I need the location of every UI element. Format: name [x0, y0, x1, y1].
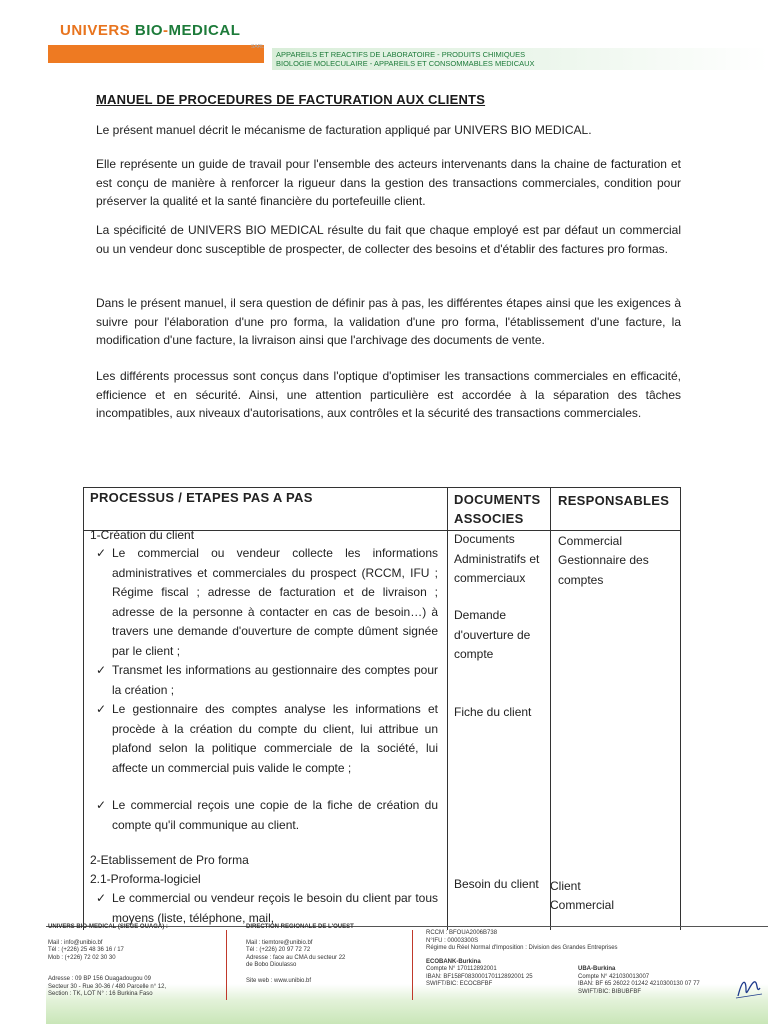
letterhead — [48, 18, 768, 68]
header-documents: DOCUMENTS ASSOCIES — [454, 492, 541, 526]
subsection-proforma-logiciel: 2.1-Proforma-logiciel — [90, 872, 201, 886]
tagline — [272, 48, 768, 70]
paragraph-1: Le présent manuel décrit le mécanisme de facturation appliqué par UNIVERS BIO MEDICAL. — [96, 123, 592, 137]
logo-bio: BIO — [134, 22, 164, 39]
footer-col-legal-ecobank: RCCM : BFOUA2006B738 N°IFU : 00003300S Régime du Réel Normal d'Imposition : Division des Grandes Entreprises ECOBANK-Burkina Compte N° 170112892001 IBAN: BF158F083000170112892001 25 SWIFT/BIC: ECOCBFBF — [426, 930, 618, 987]
checkmark-icon: ✓ — [96, 798, 107, 812]
paragraph-3: La spécificité de UNIVERS BIO MEDICAL résulte du fait que chaque employé est par défaut un commercial ou un vendeur donc susceptible de prospecter, de collecter des besoins et d'établir des factures pro formas. — [96, 223, 681, 256]
footer-col-uba: UBA-Burkina Compte N° 421030013007 IBAN: BF 65 26022 01242 4210300130 07 77 SWIFT/BIC: BIBUBFBF — [578, 966, 700, 995]
checkmark-icon: ✓ — [96, 546, 107, 560]
paragraph-2: Elle représente un guide de travail pour l'ensemble des acteurs intervenants dans la chaine de facturation et est conçu de manière à renforcer la rigueur dans la gestion des transactions commerciales, condition pour préserver la qualité et la santé financière du portefeuille client. — [96, 157, 681, 208]
list-item: ✓ Transmet les informations au gestionnaire des comptes pour la création ; — [96, 663, 438, 697]
checkmark-icon: ✓ — [96, 891, 107, 905]
column-divider — [447, 488, 448, 930]
process-table — [83, 487, 681, 930]
logo-medical: MEDICAL — [168, 22, 241, 39]
signature-icon — [734, 976, 764, 1002]
list-item: ✓ Le gestionnaire des comptes analyse les informations et procède à la création du compte du client, lui attribue un plafond selon la politique commerciale de la société, lui affecte un commercial puis valide le compte ; — [96, 702, 438, 775]
section-title-pro-forma: 2-Etablissement de Pro forma — [90, 853, 249, 867]
list-item: ✓ Le commercial reçois une copie de la fiche de création du compte qu'il communique au client. — [96, 798, 438, 832]
paragraph-5: Les différents processus sont conçus dans l'optique d'optimiser les transactions commerciales en efficacité, efficience et en sécurité. Ainsi, une attention particulière est accordée à la séparation des tâches incompatibles, aux niveaux d'autorisations, aux contrôles et la sécurité des transactions commerciales. — [96, 369, 681, 420]
logo-sarl: SARL — [251, 44, 265, 50]
section-title-creation-client: 1-Création du client — [90, 528, 195, 542]
list-item: ✓ Le commercial ou vendeur reçois le besoin du client par tous moyens (liste, téléphone, mail, — [96, 891, 438, 925]
doc-documents-administratifs: Documents Administratifs et commerciaux — [454, 532, 540, 585]
tagline-line-1: APPAREILS ET REACTIFS DE LABORATOIRE - PRODUITS CHIMIQUES — [276, 50, 526, 59]
header-processus: PROCESSUS / ETAPES PAS A PAS — [90, 490, 313, 505]
list-item: ✓ Le commercial ou vendeur collecte les informations administratives et commerciales du prospect (RCCM, IFU ; Régime fiscal ; adresse de facturation et de livraison ; adresse de la personne à contacter en cas de besoin…) à travers une demande d'ouverture de compte dûment signée par le client ; — [96, 546, 438, 658]
paragraph-4: Dans le présent manuel, il sera question de définir pas à pas, les différentes étapes ainsi que les exigences à suivre pour l'élaboration d'une pro forma, la validation d'une pro forma, l'établissement d'une facture, la modification d'une facture, la livraison ainsi que l'archivage des documents de vente. — [96, 296, 681, 347]
footer-col-direction-ouest: DIRECTION REGIONALE DE L'OUEST Mail : tiemtore@unibio.bf Tél : (+226) 20 97 72 72 Adresse : face au CMA du secteur 22 de Bobo Dioulasso Site web : www.unibio.bf — [246, 924, 354, 984]
company-logo: UNIVERS BIO-MEDICAL — [60, 22, 241, 39]
doc-besoin-client: Besoin du client — [454, 877, 539, 891]
resp-gestionnaire: Gestionnaire des comptes — [558, 553, 649, 587]
column-divider — [550, 488, 551, 930]
footer-divider — [412, 930, 413, 1000]
resp-client: Client — [550, 879, 581, 893]
document-title: MANUEL DE PROCEDURES DE FACTURATION AUX CLIENTS — [96, 92, 486, 107]
doc-demande-ouverture: Demande d'ouverture de compte — [454, 608, 531, 661]
resp-commercial: Commercial — [558, 534, 623, 548]
resp-commercial-2: Commercial — [550, 898, 615, 912]
checkmark-icon: ✓ — [96, 663, 107, 677]
logo-brand: UNIVERS — [60, 22, 131, 39]
footer-col-siege: UNIVERS BIO-MEDICAL (SIEGE OUAGA) : Mail : info@unibio.bf Tél : (+226) 25 48 36 16 / 17 Mob : (+226) 72 02 30 30 Adresse : 09 BP 156 Ouagadougou 09 Secteur 30 - Rue 30-36 / 480 Parcelle n° 12, Section : TK, LOT N° : 16 Burkina Faso — [48, 924, 168, 997]
footer — [46, 926, 768, 1024]
tagline-line-2: BIOLOGIE MOLECULAIRE - APPAREILS ET CONSOMMABLES MEDICAUX — [276, 59, 535, 68]
footer-divider — [226, 930, 227, 1000]
header-responsables: RESPONSABLES — [558, 493, 670, 508]
doc-fiche-client: Fiche du client — [454, 705, 532, 719]
logo-bar — [48, 45, 264, 63]
checkmark-icon: ✓ — [96, 702, 107, 716]
